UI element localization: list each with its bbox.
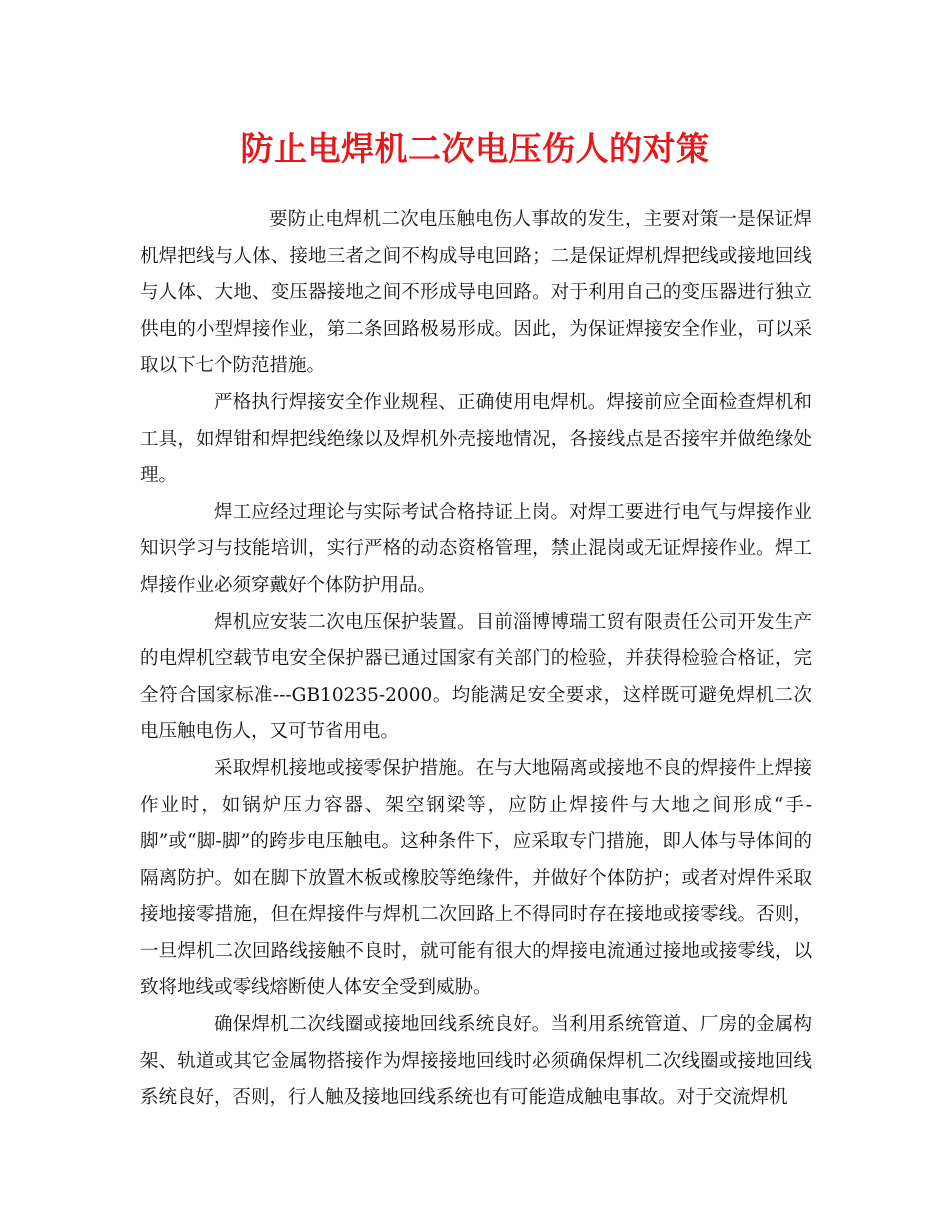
document-title: 防止电焊机二次电压伤人的对策 xyxy=(240,129,710,168)
paragraph-measure-5: 确保焊机二次线圈或接地回线系统良好。当利用系统管道、厂房的金属构架、轨道或其它金属物搭接作为焊接接地回线时必须确保焊机二次线圈或接地回线系统良好，否则，行人触及接地回线系统也有可能造成触电事故。对于交流焊机 xyxy=(140,1014,812,1109)
paragraph-measure-1: 严格执行焊接安全作业规程、正确使用电焊机。焊接前应全面检查焊机和工具，如焊钳和焊把线绝缘以及焊机外壳接地情况，各接线点是否接牢并做绝缘处理。 xyxy=(140,391,812,487)
paragraph-measure-4: 采取焊机接地或接零保护措施。在与大地隔离或接地不良的焊接件上焊接作业时，如锅炉压力容器、架空钢梁等，应防止焊接件与大地之间形成“手-脚”或“脚-脚”的跨步电压触电。这种条件下，应采取专门措施，即人体与导体间的隔离防护。如在脚下放置木板或橡胶等绝缘件，并做好个体防护；或者对焊件采取接地接零措施，但在焊接件与焊机二次回路上不得同时存在接地或接零线。否则，一旦焊机二次回路线接触不良时，就可能有很大的焊接电流通过接地或接零线，以致将地线或零线熔断使人体安全受到威胁。 xyxy=(140,757,812,999)
paragraph-measure-3: 焊机应安装二次电压保护装置。目前淄博博瑞工贸有限责任公司开发生产的电焊机空载节电安全保护器已通过国家有关部门的检验，并获得检验合格证，完全符合国家标准---GB10235-2000。均能满足安全要求，这样既可避免焊机二次电压触电伤人，又可节省用电。 xyxy=(140,611,812,743)
document-body xyxy=(140,202,812,1117)
paragraph-measure-2: 焊工应经过理论与实际考试合格持证上岗。对焊工要进行电气与焊接作业知识学习与技能培训，实行严格的动态资格管理，禁止混岗或无证焊接作业。焊工焊接作业必须穿戴好个体防护用品。 xyxy=(140,501,812,596)
paragraph-intro: 要防止电焊机二次电压触电伤人事故的发生，主要对策一是保证焊机焊把线与人体、接地三者之间不构成导电回路；二是保证焊机焊把线或接地回线与人体、大地、变压器接地之间不形成导电回路。对于利用自己的变压器进行独立供电的小型焊接作业，第二条回路极易形成。因此，为保证焊接安全作业，可以采取以下七个防范措施。 xyxy=(140,209,812,377)
